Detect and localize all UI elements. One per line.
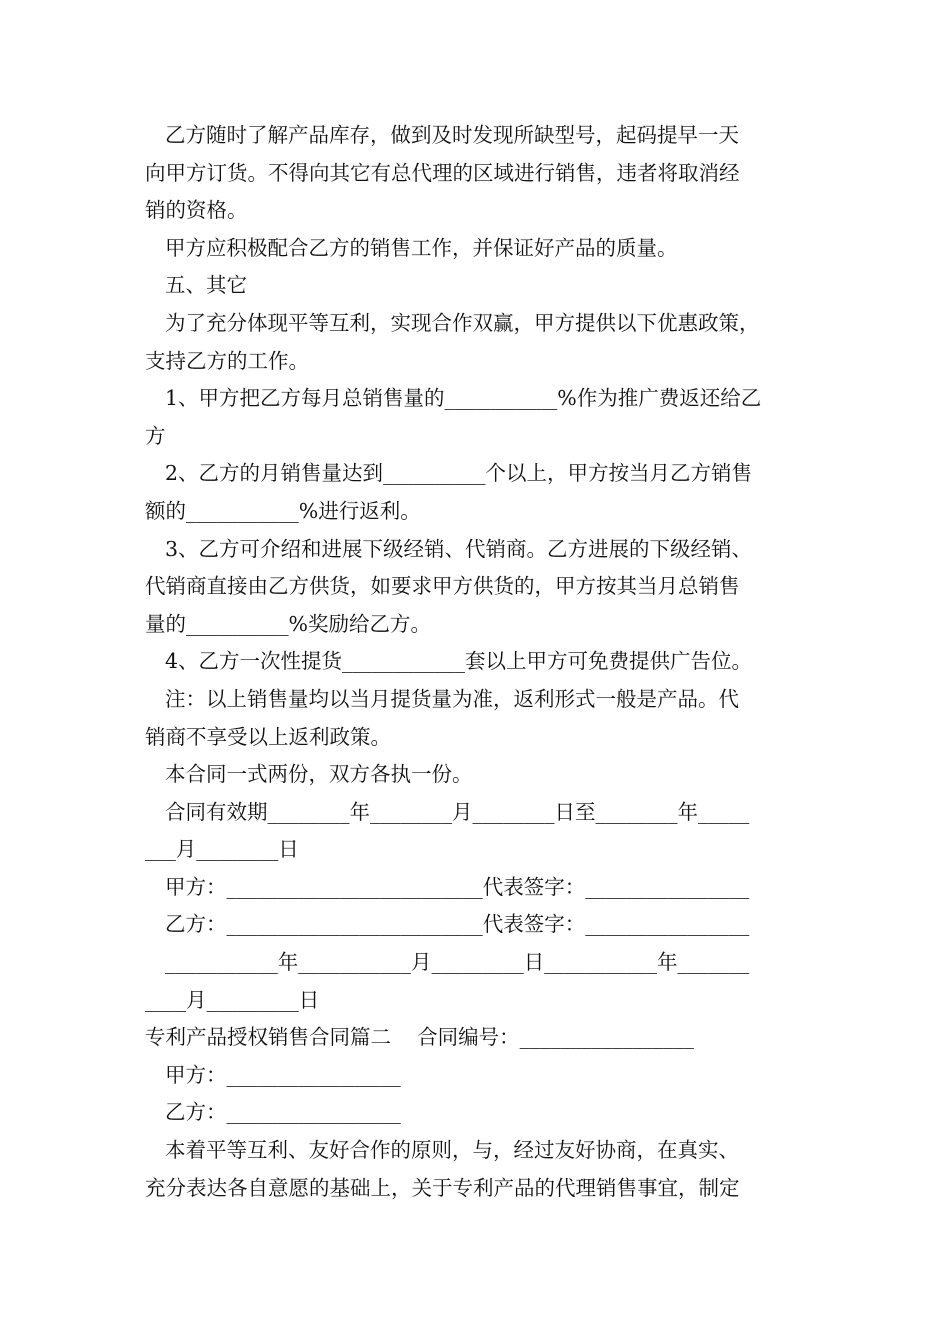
paragraph-p6 bbox=[145, 455, 810, 530]
paragraph-p11 bbox=[145, 794, 810, 869]
paragraph-line: 代销商直接由乙方供货，如要求甲方供货的，甲方按其当月总销售 bbox=[145, 574, 740, 599]
paragraph-line: 向甲方订货。不得向其它有总代理的区域进行销售，违者将取消经 bbox=[145, 160, 740, 185]
paragraph-p2 bbox=[145, 230, 810, 268]
paragraph-p16 bbox=[145, 1057, 810, 1095]
paragraph-p10 bbox=[145, 756, 810, 794]
paragraph-line: 充分表达各自意愿的基础上，关于专利产品的代理销售事宜，制定 bbox=[145, 1175, 740, 1200]
paragraph-line: 五、其它 bbox=[165, 273, 247, 298]
paragraph-line: 注：以上销售量均以当月提货量为准，返利形式一般是产品。代 bbox=[165, 686, 739, 711]
paragraph-line: 额的___________%进行返利。 bbox=[145, 498, 421, 523]
paragraph-line: 方 bbox=[145, 423, 166, 448]
paragraph-p8 bbox=[145, 643, 810, 681]
paragraph-p9 bbox=[145, 681, 810, 756]
paragraph-p3 bbox=[145, 267, 810, 305]
paragraph-line: 专利产品授权销售合同篇二 合同编号：_________________ bbox=[145, 1025, 694, 1050]
paragraph-line: 3、乙方可介绍和进展下级经销、代销商。乙方进展的下级经销、 bbox=[165, 536, 753, 561]
paragraph-line: 乙方随时了解产品库存，做到及时发现所缺型号，起码提早一天 bbox=[165, 123, 739, 147]
paragraph-p14 bbox=[145, 944, 810, 1019]
paragraph-line: 支持乙方的工作。 bbox=[145, 348, 309, 373]
paragraph-line: 1、甲方把乙方每月总销售量的___________%作为推广费返还给乙 bbox=[165, 386, 762, 411]
paragraph-line: 销的资格。 bbox=[145, 198, 248, 223]
paragraph-p18 bbox=[145, 1132, 810, 1207]
paragraph-p4 bbox=[145, 305, 810, 380]
paragraph-p5 bbox=[145, 380, 810, 455]
paragraph-line: 量的__________%奖励给乙方。 bbox=[145, 611, 431, 636]
paragraph-line: 乙方：_________________________代表签字：________________ bbox=[165, 912, 750, 937]
paragraph-p13 bbox=[145, 906, 810, 944]
paragraph-line: 乙方：_________________ bbox=[165, 1100, 401, 1125]
paragraph-line: 甲方：_________________________代表签字：________________ bbox=[165, 874, 750, 899]
paragraph-p17 bbox=[145, 1094, 810, 1132]
paragraph-p15 bbox=[145, 1019, 810, 1057]
paragraph-line: 合同有效期________年________月________日至________年_____ bbox=[165, 799, 750, 824]
paragraph-line: ____月_________日 bbox=[145, 987, 320, 1012]
paragraph-line: 4、乙方一次性提货____________套以上甲方可免费提供广告位。 bbox=[165, 649, 753, 674]
paragraph-line: 本着平等互利、友好合作的原则，与，经过友好协商，在真实、 bbox=[165, 1138, 739, 1163]
paragraph-line: 2、乙方的月销售量达到__________个以上，甲方按当月乙方销售 bbox=[165, 461, 753, 486]
paragraph-line: ___________年___________月_________日___________年_______ bbox=[165, 950, 750, 975]
paragraph-p12 bbox=[145, 869, 810, 907]
paragraph-line: 销商不享受以上返利政策。 bbox=[145, 724, 391, 749]
paragraph-line: 本合同一式两份，双方各执一份。 bbox=[165, 762, 473, 787]
document-body bbox=[145, 117, 810, 1207]
paragraph-line: 甲方：_________________ bbox=[165, 1062, 401, 1087]
paragraph-line: 甲方应积极配合乙方的销售工作，并保证好产品的质量。 bbox=[165, 235, 678, 260]
paragraph-p1 bbox=[145, 117, 810, 230]
paragraph-p7 bbox=[145, 531, 810, 644]
paragraph-line: ___月________日 bbox=[145, 837, 299, 862]
paragraph-line: 为了充分体现平等互利，实现合作双赢，甲方提供以下优惠政策， bbox=[165, 310, 760, 335]
